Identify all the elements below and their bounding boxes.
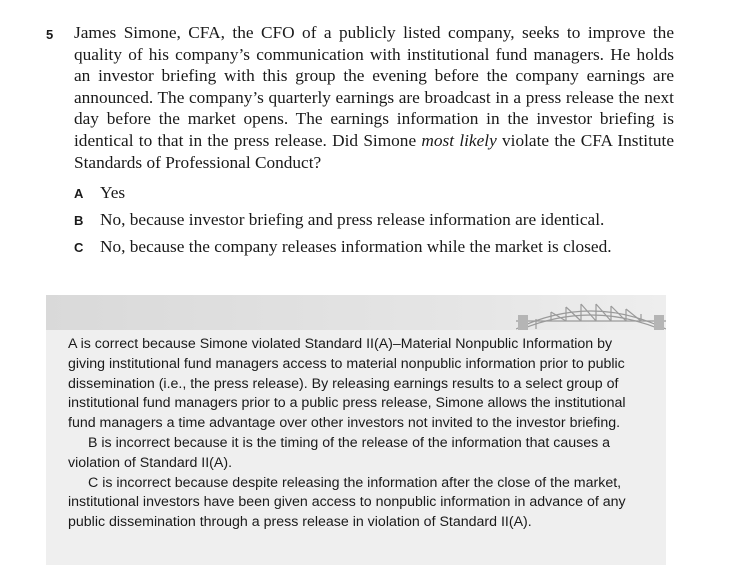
option-text: Yes [100,183,126,202]
answer-options [70,182,690,263]
option-text: No, because the company releases information while the market is closed. [100,237,612,256]
question-number: 5 [46,27,54,42]
question-text-after: violate the CFA Institute Standards of Professional Conduct? [74,130,674,172]
option-text: No, because investor briefing and press release information are identical. [100,210,605,229]
option-a[interactable] [70,182,690,209]
option-b[interactable] [70,209,690,236]
question-text [74,22,674,173]
harbour-bridge-icon [516,295,666,330]
option-letter: C [74,240,84,255]
solution-text [68,335,646,533]
solution-paragraph-b: B is incorrect because it is the timing of the release of the information that causes a violation of Standard II(A). [68,434,611,471]
solution-paragraph-c: C is incorrect because despite releasing the information after the close of the market, institutional investors have been given access to nonpublic information in advance of any public dissemination through a press release in violation of Standard II(A). [68,474,626,531]
question-emphasis: most likely [421,130,497,150]
option-c[interactable] [70,236,690,263]
option-letter: A [74,186,84,201]
question-text-before: James Simone, CFA, the CFO of a publicly listed company, seeks to improve the quality of his company’s communication with institutional fund managers. He holds an investor briefing with this group the evening before the company earnings are announced. The company’s quarterly earnings are broadcast in a press release the next day before the market opens. The earnings information in the investor briefing is identical to that in the press release. Did Simone [74,23,674,150]
solution-box [46,330,666,565]
option-letter: B [74,213,84,228]
solution-paragraph-a: A is correct because Simone violated Standard II(A)–Material Nonpublic Information by giving institutional fund managers access to material nonpublic information prior to public dissemination (i.e., the press release). By releasing earnings results to a select group of institutional fund managers prior to a public press release, Simone allows the institutional fund managers a time advantage over other investors not invited to the investor briefing. [68,336,626,432]
solution-header-band [46,295,666,330]
